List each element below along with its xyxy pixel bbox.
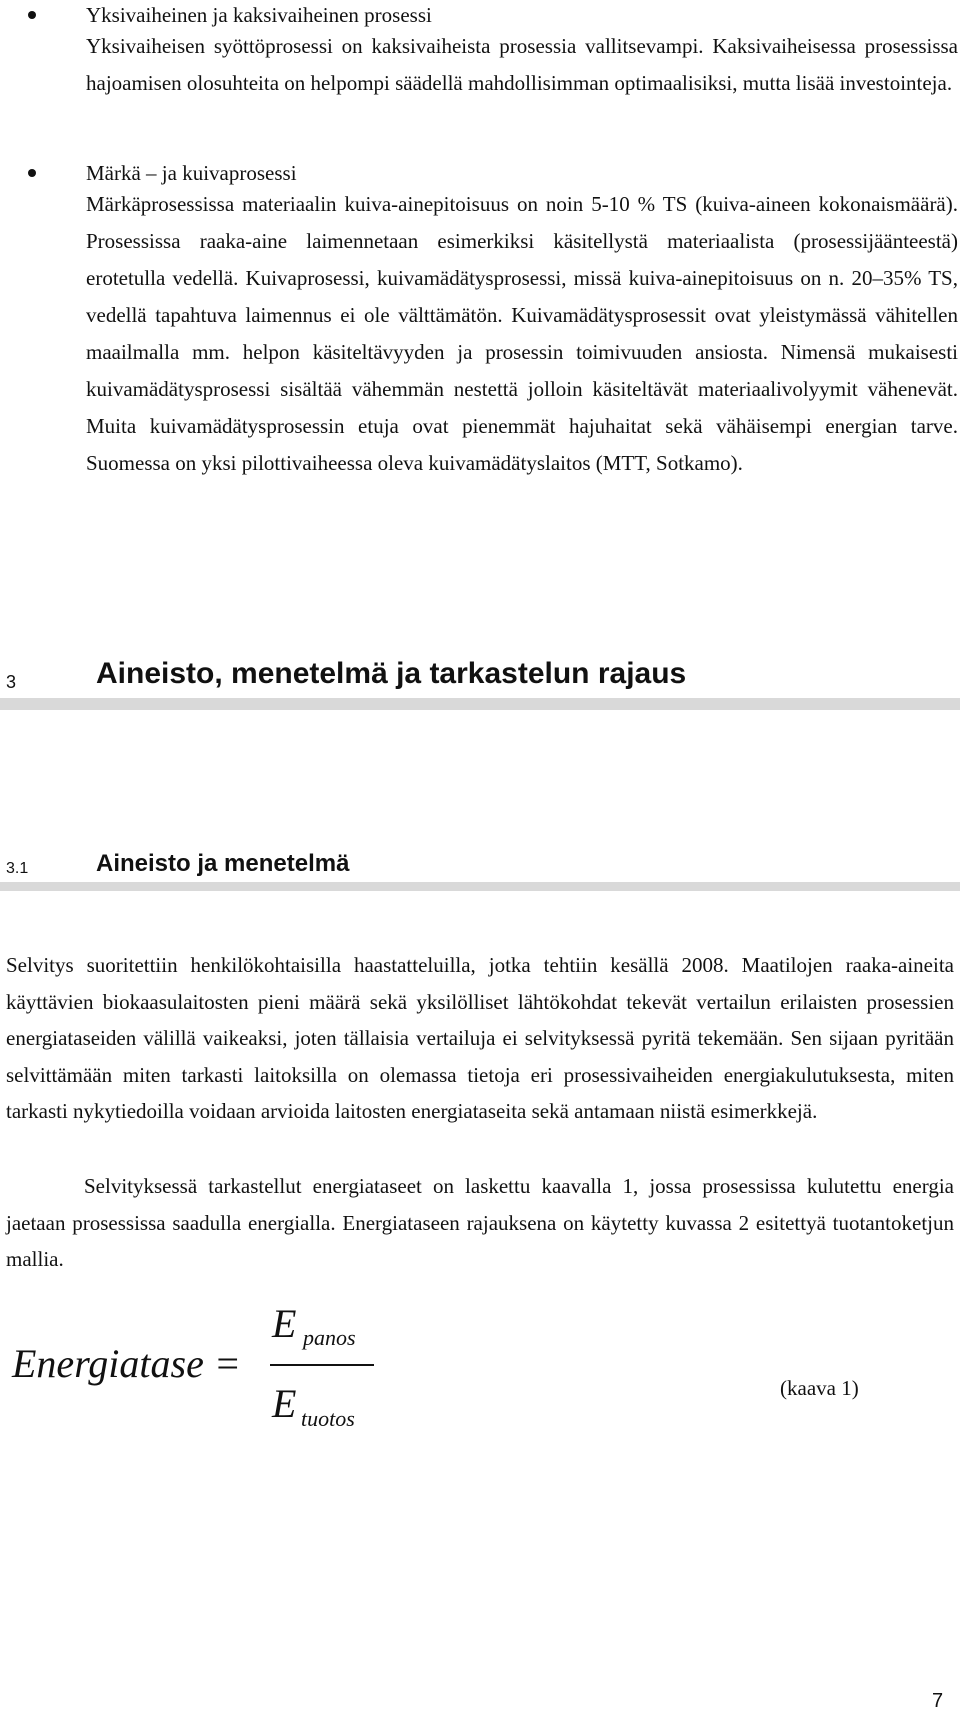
energy-balance-formula <box>0 1300 960 1450</box>
bullet-title: Yksivaiheinen ja kaksivaiheinen prosessi <box>86 3 432 27</box>
body-paragraph: Selvityksessä tarkastellut energiataseet on laskettu kaavalla 1, jossa prosessissa kulutettu energia jaetaan prosessissa saadulla energialla. Energiataseen rajauksena on käytetty kuvassa 2 esitettyä tuotantoketjun mallia. <box>6 1174 954 1272</box>
formula-denominator-subscript: tuotos <box>301 1406 355 1431</box>
page-number: 7 <box>932 1690 944 1712</box>
bullet-text: Märkäprosessissa materiaalin kuiva-ainepitoisuus on noin 5-10 % TS (kuiva-aineen kokonaismäärä). Prosessissa raaka-aine laimennetaan esimerkiksi käsitellystä materiaalista (prosessijäänteestä) erotetulla vedellä. Kuivaprosessi, kuivamädätysprosessi, missä kuiva-ainepitoisuus on n. 20–35% TS, vedellä tapahtuva laimennus ei ole välttämätön. Kuivamädätysprosessit ovat yleistymässä vähitellen maailmalla mm. helpon käsiteltävyyden ja prosessin toimivuuden ansiosta. Nimensä mukaisesti kuivamädätysprosessi sisältää vähemmän nestettä jolloin käsiteltävät materiaalivolyymit vähenevät. Muita kuivamädätysprosessin etuja ovat pienemmät hajuhaitat sekä vähäisempi energian tarve. Suomessa on yksi pilottivaiheessa oleva kuivamädätyslaitos (MTT, Sotkamo). <box>86 192 958 475</box>
bullet-title: Märkä – ja kuivaprosessi <box>86 161 297 185</box>
fraction-line <box>270 1364 374 1366</box>
subsection-rule <box>0 882 960 891</box>
formula-label: (kaava 1) <box>780 1376 859 1400</box>
section-title: Aineisto, menetelmä ja tarkastelun rajaus <box>96 657 687 690</box>
section-number: 3 <box>6 672 17 692</box>
formula-numerator-symbol: E <box>272 1301 297 1346</box>
bullet-icon <box>28 169 36 177</box>
body-paragraph: Selvitys suoritettiin henkilökohtaisilla haastatteluilla, jotka tehtiin kesällä 2008. Maatilojen raaka-aineita käyttävien biokaasulaitosten pieni määrä sekä yksilölliset lähtökohdat tekevät vertailun erilaisten prosessien energiataseiden välillä vaikeaksi, joten tällaisia vertailuja ei selvityksessä pyritä tekemään. Sen sijaan pyritään selvittämään miten tarkasti laitoksilla on olemassa tietoja eri prosessivaiheiden energiakulutuksesta, miten tarkasti nykytiedoilla voidaan arvioida laitosten energiataseita sekä antamaan niistä esimerkkejä. <box>6 953 954 1124</box>
subsection-number: 3.1 <box>6 860 29 877</box>
subsection-title: Aineisto ja menetelmä <box>96 850 350 877</box>
section-rule <box>0 698 960 710</box>
formula-lhs: Energiatase = <box>12 1341 241 1386</box>
formula-denominator-symbol: E <box>272 1381 297 1426</box>
formula-numerator-subscript: panos <box>303 1325 356 1350</box>
bullet-text: Yksivaiheisen syöttöprosessi on kaksivaiheista prosessia vallitsevampi. Kaksivaiheisessa prosessissa hajoamisen olosuhteita on helpompi säädellä mahdollisimman optimaalisiksi, mutta lisää investointeja. <box>86 34 958 95</box>
bullet-icon <box>28 11 36 19</box>
